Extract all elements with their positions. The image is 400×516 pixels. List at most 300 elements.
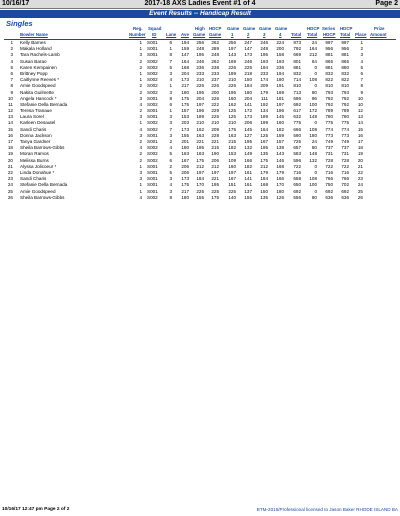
total-cell: 832 bbox=[293, 70, 301, 76]
bowler-name-cell: Susan Barao bbox=[20, 58, 47, 64]
series-hdcp-cell: 774 bbox=[325, 126, 333, 132]
lane-cell: 1 bbox=[169, 108, 172, 114]
total-header: Total bbox=[291, 32, 302, 37]
ave-cell: 157 bbox=[181, 108, 189, 114]
hdcp-game-cell: 206 bbox=[211, 157, 219, 163]
hdcp-game-cell: 262 bbox=[211, 58, 219, 64]
rank-cell: 15 bbox=[7, 126, 13, 132]
ave-cell: 164 bbox=[181, 58, 189, 64]
ave-cell: 201 bbox=[181, 139, 189, 144]
lane-cell: 4 bbox=[169, 77, 172, 83]
hdcp-total2-cell: 880 bbox=[341, 64, 349, 70]
hdcp-game-cell: 212 bbox=[211, 163, 219, 169]
place-cell: 1 bbox=[360, 40, 363, 45]
squad-cell: S001 bbox=[147, 188, 158, 194]
high-game-header: Game bbox=[193, 32, 206, 37]
game2-header: 2 bbox=[247, 32, 250, 37]
game1-cell: 153 bbox=[228, 151, 236, 157]
game1-cell: 195 bbox=[228, 89, 236, 95]
bowler-name-cell: Brittney Popp bbox=[20, 70, 48, 76]
total-cell: 801 bbox=[293, 58, 301, 64]
hdcp-total-cell: 0 bbox=[314, 163, 317, 169]
game4-cell: 143 bbox=[276, 151, 284, 157]
lane-cell: 1 bbox=[169, 83, 172, 89]
place-cell: 15 bbox=[357, 126, 363, 132]
rank-cell: 13 bbox=[7, 114, 13, 120]
rank-cell: 4 bbox=[10, 58, 13, 64]
game1-cell: 151 bbox=[228, 182, 236, 188]
bowler-name-cell: Alyssa Jolicoeur * bbox=[20, 163, 57, 169]
reg-number-cell: 1 bbox=[139, 70, 142, 76]
rank-cell: 25 bbox=[7, 188, 13, 194]
total-cell: 590 bbox=[293, 132, 301, 138]
high-game-cell: 195 bbox=[196, 52, 204, 58]
high-game-cell: 175 bbox=[196, 157, 204, 163]
game3-cell: 150 bbox=[260, 188, 268, 194]
hdcp-game-cell: 195 bbox=[211, 182, 219, 188]
place-cell: 13 bbox=[357, 114, 363, 120]
game4-cell: 191 bbox=[276, 83, 284, 89]
game3-cell: 174 bbox=[260, 77, 268, 83]
squad-cell: S001 bbox=[147, 132, 158, 138]
ave-cell: 203 bbox=[181, 120, 189, 126]
hdcp-total-cell: 100 bbox=[309, 182, 317, 188]
squad-cell: S001 bbox=[147, 108, 158, 114]
game3-cell: 184 bbox=[260, 176, 268, 182]
rank-cell: 16 bbox=[7, 132, 13, 138]
reg-number-cell: 2 bbox=[139, 83, 142, 89]
game4-cell: 224 bbox=[276, 40, 284, 45]
lane-cell: 7 bbox=[169, 58, 172, 64]
high-game-cell: 170 bbox=[196, 182, 204, 188]
game4-cell: 126 bbox=[276, 194, 284, 200]
game1-cell: 140 bbox=[228, 194, 236, 200]
series-hdcp-cell: 810 bbox=[325, 83, 333, 89]
game4-cell: 180 bbox=[276, 188, 284, 194]
rank-cell: 6 bbox=[10, 70, 13, 76]
reg-number-cell: 2 bbox=[139, 58, 142, 64]
hdcp-header-top: HDCP bbox=[209, 26, 222, 31]
high-game-cell: 162 bbox=[196, 126, 204, 132]
reg-number-cell: 4 bbox=[139, 101, 142, 107]
hdcp-game-cell: 229 bbox=[211, 108, 219, 114]
series-hdcp-cell: 956 bbox=[325, 46, 333, 52]
game3-cell: 175 bbox=[260, 157, 268, 163]
ave-cell: 147 bbox=[181, 52, 189, 58]
squad-cell: S002 bbox=[147, 157, 158, 163]
series-hdcp-cell: 775 bbox=[325, 120, 333, 126]
game2-cell: 141 bbox=[244, 101, 252, 107]
hdcp-game-cell: 225 bbox=[211, 188, 219, 194]
hdcp-game-cell: 200 bbox=[211, 89, 219, 95]
place-cell: 23 bbox=[357, 176, 363, 182]
game4-cell: 157 bbox=[276, 139, 284, 144]
series-hdcp-cell: 793 bbox=[325, 89, 333, 95]
game1-cell: 210 bbox=[228, 120, 236, 126]
total-cell: 657 bbox=[293, 145, 301, 151]
hdcp-total2-cell: 716 bbox=[341, 169, 349, 175]
hdcp-total-cell: 0 bbox=[314, 169, 317, 175]
reg-number-cell: 1 bbox=[139, 40, 142, 45]
bowler-name-cell: Moran Ramos bbox=[20, 151, 49, 157]
rank-cell: 1 bbox=[10, 40, 13, 45]
game2-cell: 180 bbox=[244, 89, 252, 95]
series-hdcp-cell: 728 bbox=[325, 157, 333, 163]
hdcp-total2-cell: 793 bbox=[341, 89, 349, 95]
game2-cell: 166 bbox=[244, 157, 252, 163]
total-cell: 714 bbox=[293, 77, 301, 83]
bowler-name-header: Bowler Name bbox=[20, 32, 48, 37]
series-hdcp-header: HDCP bbox=[323, 32, 336, 37]
place-cell: 19 bbox=[357, 151, 363, 157]
squad-cell: S002 bbox=[147, 194, 158, 200]
hdcp-total2-header: Total bbox=[340, 32, 351, 37]
hdcp-total-cell: 0 bbox=[314, 188, 317, 194]
squad-header-top: Squad bbox=[148, 26, 162, 31]
rank-cell: 24 bbox=[7, 182, 13, 188]
game3-cell: 246 bbox=[260, 40, 268, 45]
game2-cell: 173 bbox=[244, 52, 252, 58]
rank-cell: 18 bbox=[7, 145, 13, 151]
hdcp-game-cell: 233 bbox=[211, 70, 219, 76]
reg-number-cell: 4 bbox=[139, 126, 142, 132]
report-date: 10/16/17 bbox=[2, 0, 30, 7]
high-game-cell: 195 bbox=[196, 145, 204, 151]
bowler-name-cell: Melissa Burns bbox=[20, 157, 49, 163]
squad-id-header: ID bbox=[152, 32, 157, 37]
bowler-name-cell: Karen Kempainen bbox=[20, 64, 57, 70]
lane-cell: 5 bbox=[169, 64, 172, 70]
ave-cell: 175 bbox=[181, 95, 189, 101]
hdcp-total2-cell: 792 bbox=[341, 101, 349, 107]
squad-cell: S002 bbox=[147, 83, 158, 89]
game1-cell: 162 bbox=[228, 101, 236, 107]
high-game-cell: 196 bbox=[196, 108, 204, 114]
high-game-cell: 225 bbox=[196, 188, 204, 194]
total-cell: 658 bbox=[293, 176, 301, 182]
place-cell: 22 bbox=[357, 169, 363, 175]
bowler-name-cell: Tanya Gardner bbox=[20, 139, 51, 144]
high-game-cell: 236 bbox=[196, 64, 204, 70]
hdcp-game-cell: 221 bbox=[211, 139, 219, 144]
page-number: Page 2 bbox=[375, 0, 398, 7]
game2-cell: 218 bbox=[244, 70, 252, 76]
hdcp-game-cell: 228 bbox=[211, 132, 219, 138]
total-cell: 725 bbox=[293, 139, 301, 144]
game1-cell: 163 bbox=[228, 132, 236, 138]
hdcp-total-cell: 212 bbox=[309, 52, 317, 58]
lane-cell: 7 bbox=[169, 126, 172, 132]
squad-cell: S002 bbox=[147, 120, 158, 126]
game1-cell: 197 bbox=[228, 46, 236, 52]
game4-cell: 158 bbox=[276, 52, 284, 58]
game4-cell: 181 bbox=[276, 95, 284, 101]
game3-cell: 179 bbox=[260, 169, 268, 175]
hdcp-game-cell: 226 bbox=[211, 83, 219, 89]
total-cell: 583 bbox=[293, 151, 301, 157]
total-cell: 881 bbox=[293, 64, 301, 70]
high-game-cell: 189 bbox=[196, 114, 204, 120]
ave-cell: 163 bbox=[181, 151, 189, 157]
hdcp-total-cell: 172 bbox=[309, 108, 317, 114]
game3-cell: 195 bbox=[260, 145, 268, 151]
ave-cell: 206 bbox=[181, 169, 189, 175]
total-cell: 632 bbox=[293, 114, 301, 120]
game1-cell: 143 bbox=[228, 52, 236, 58]
game4-cell: 194 bbox=[276, 70, 284, 76]
game4-header-top: Game bbox=[275, 26, 288, 31]
rank-cell: 2 bbox=[10, 46, 13, 52]
rank-cell: 22 bbox=[7, 169, 13, 175]
hdcp-total2-cell: 775 bbox=[341, 120, 349, 126]
high-game-cell: 246 bbox=[196, 58, 204, 64]
place-cell: 2 bbox=[360, 46, 363, 52]
place-cell: 14 bbox=[357, 120, 363, 126]
lane-cell: 3 bbox=[169, 114, 172, 120]
squad-cell: S001 bbox=[147, 182, 158, 188]
reg-number-cell: 2 bbox=[139, 89, 142, 95]
rank-cell: 19 bbox=[7, 151, 13, 157]
lane-cell: 4 bbox=[169, 182, 172, 188]
place-cell: 8 bbox=[360, 83, 363, 89]
rank-cell: 9 bbox=[10, 89, 13, 95]
bowler-name-cell: Linda Donahue * bbox=[20, 169, 55, 175]
high-game-cell: 248 bbox=[196, 46, 204, 52]
bowler-name-cell: Stefanie Della Bernada bbox=[20, 182, 68, 188]
lane-cell: 8 bbox=[169, 95, 172, 101]
series-hdcp-cell: 766 bbox=[325, 176, 333, 182]
squad-cell: S002 bbox=[147, 126, 158, 132]
place-cell: 21 bbox=[357, 163, 363, 169]
squad-cell: S001 bbox=[147, 176, 158, 182]
hdcp-total2-cell: 692 bbox=[341, 188, 349, 194]
squad-cell: S002 bbox=[147, 151, 158, 157]
series-hdcp-cell: 997 bbox=[325, 40, 333, 45]
total-cell: 669 bbox=[293, 52, 301, 58]
ave-cell: 168 bbox=[181, 64, 189, 70]
squad-cell: S002 bbox=[147, 77, 158, 83]
game3-cell: 193 bbox=[260, 58, 268, 64]
ave-cell: 175 bbox=[181, 182, 189, 188]
lane-cell: 1 bbox=[169, 46, 172, 52]
lane-cell: 8 bbox=[169, 194, 172, 200]
squad-cell: S002 bbox=[147, 89, 158, 95]
section-title: Singles bbox=[6, 19, 33, 28]
place-cell: 6 bbox=[360, 70, 363, 76]
rank-cell: 11 bbox=[8, 101, 13, 107]
lane-cell: 3 bbox=[169, 70, 172, 76]
game4-cell: 236 bbox=[276, 64, 284, 70]
total-cell: 775 bbox=[293, 120, 301, 126]
hdcp-game-cell: 175 bbox=[211, 194, 219, 200]
total-cell: 596 bbox=[293, 157, 301, 163]
squad-cell: S002 bbox=[147, 145, 158, 151]
place-cell: 7 bbox=[360, 77, 363, 83]
lane-cell: 6 bbox=[169, 101, 172, 107]
lane-header: Lane bbox=[166, 32, 177, 37]
reg-number-cell: 3 bbox=[139, 52, 142, 58]
game3-cell: 199 bbox=[260, 120, 268, 126]
hdcp-game-cell: 210 bbox=[211, 120, 219, 126]
game4-cell: 145 bbox=[276, 114, 284, 120]
place-cell: 12 bbox=[357, 108, 363, 114]
hdcp-total-cell: 148 bbox=[309, 151, 317, 157]
high-game-cell: 195 bbox=[196, 89, 204, 95]
hdcp-total-cell: 164 bbox=[309, 46, 317, 52]
lane-cell: 3 bbox=[169, 89, 172, 95]
bowler-name-cell: Teresa Tranaue bbox=[20, 108, 52, 114]
game2-cell: 184 bbox=[244, 83, 252, 89]
game3-cell: 212 bbox=[260, 163, 268, 169]
total-cell: 666 bbox=[293, 126, 301, 132]
lane-cell: 6 bbox=[169, 40, 172, 45]
reg-number-cell: 1 bbox=[139, 188, 142, 194]
hdcp-total-cell: 108 bbox=[309, 126, 317, 132]
reg-number-cell: 1 bbox=[139, 77, 142, 83]
game4-cell: 179 bbox=[276, 169, 284, 175]
place-cell: 9 bbox=[360, 89, 363, 95]
bowler-name-cell: Caitlynne Reeves * bbox=[20, 77, 60, 83]
rank-cell: 5 bbox=[10, 64, 13, 70]
game3-header-top: Game bbox=[259, 26, 272, 31]
high-game-cell: 221 bbox=[196, 139, 204, 144]
lane-cell: 3 bbox=[169, 120, 172, 126]
reg-number-cell: 2 bbox=[139, 151, 142, 157]
game4-cell: 159 bbox=[276, 132, 284, 138]
squad-cell: S001 bbox=[147, 114, 158, 120]
high-header-top: High bbox=[195, 26, 205, 31]
hdcp-game-cell: 238 bbox=[211, 64, 219, 70]
game1-cell: 189 bbox=[228, 70, 236, 76]
hdcp-game-cell: 237 bbox=[211, 77, 219, 83]
hdcp-total2-cell: 881 bbox=[341, 52, 349, 58]
game2-cell: 173 bbox=[244, 114, 252, 120]
ave-cell: 217 bbox=[181, 188, 189, 194]
hdcp-total2-cell: 722 bbox=[341, 163, 349, 169]
game4-cell: 197 bbox=[276, 101, 284, 107]
place-cell: 26 bbox=[357, 194, 363, 200]
game2-cell: 182 bbox=[244, 163, 252, 169]
series-hdcp-cell: 881 bbox=[325, 64, 333, 70]
game4-cell: 169 bbox=[276, 89, 284, 95]
game2-cell: 161 bbox=[244, 182, 252, 188]
game2-cell: 225 bbox=[244, 64, 252, 70]
hdcp-game-cell: 215 bbox=[211, 145, 219, 151]
hdcp-total-cell: 0 bbox=[314, 70, 317, 76]
series-hdcp-cell: 792 bbox=[325, 101, 333, 107]
total-cell: 650 bbox=[293, 182, 301, 188]
hdcp-total2-cell: 780 bbox=[341, 114, 349, 120]
squad-cell: S001 bbox=[147, 52, 158, 58]
rank-cell: 21 bbox=[7, 163, 13, 169]
hdcp-total-cell: 64 bbox=[311, 58, 317, 64]
rank-cell: 8 bbox=[10, 83, 13, 89]
reg-number-cell: 2 bbox=[139, 139, 142, 144]
hdcp-total2-cell: 728 bbox=[341, 157, 349, 163]
game1-header: 1 bbox=[231, 32, 234, 37]
total-cell: 973 bbox=[293, 40, 301, 45]
hdcp-total2-cell: 749 bbox=[341, 139, 349, 144]
hdcp-total2-cell: 997 bbox=[341, 40, 349, 45]
reg-number-cell: 3 bbox=[139, 169, 142, 175]
reg-number-cell: 2 bbox=[139, 157, 142, 163]
high-game-cell: 226 bbox=[196, 83, 204, 89]
game1-cell: 175 bbox=[228, 126, 236, 132]
hdcp-total-header: Total bbox=[307, 32, 318, 37]
series-hdcp-cell: 792 bbox=[325, 95, 333, 101]
high-game-cell: 210 bbox=[196, 77, 204, 83]
game3-cell: 111 bbox=[261, 95, 268, 101]
place-header: Place bbox=[355, 32, 367, 37]
hdcp-total-cell: 0 bbox=[314, 64, 317, 70]
game3-cell: 135 bbox=[260, 151, 268, 157]
hdcp-total-cell: 80 bbox=[311, 194, 317, 200]
series-hdcp-cell: 737 bbox=[325, 145, 333, 151]
ave-header: Ave bbox=[181, 32, 189, 37]
ave-cell: 173 bbox=[181, 77, 189, 83]
hdcp-total-cell: 108 bbox=[309, 77, 317, 83]
game4-cell: 146 bbox=[276, 157, 284, 163]
game2-cell: 132 bbox=[244, 145, 252, 151]
hdcp-game-cell: 226 bbox=[211, 95, 219, 101]
game3-cell: 134 bbox=[260, 108, 268, 114]
squad-cell: S001 bbox=[147, 95, 158, 101]
game2-cell: 161 bbox=[244, 169, 252, 175]
hdcp-game-header: Game bbox=[209, 32, 222, 37]
total-cell: 792 bbox=[293, 46, 301, 52]
place-cell: 25 bbox=[357, 188, 363, 194]
ave-cell: 159 bbox=[181, 46, 189, 52]
reg-number-cell: 4 bbox=[139, 194, 142, 200]
game1-cell: 215 bbox=[228, 139, 236, 144]
total-cell: 692 bbox=[293, 101, 301, 107]
hdcp-game-cell: 289 bbox=[211, 46, 219, 52]
bowler-name-cell: Sheila Barrows-Gibbs bbox=[20, 145, 65, 151]
high-game-cell: 155 bbox=[196, 194, 204, 200]
game4-cell: 170 bbox=[276, 182, 284, 188]
game4-cell: 166 bbox=[276, 176, 284, 182]
total-cell: 696 bbox=[293, 95, 301, 101]
place-cell: 4 bbox=[360, 58, 363, 64]
high-game-cell: 212 bbox=[196, 163, 204, 169]
hdcp-total2-cell: 865 bbox=[341, 58, 349, 64]
game1-cell: 169 bbox=[228, 58, 236, 64]
game2-cell: 204 bbox=[244, 95, 252, 101]
bowler-name-cell: Nakita Guilmette bbox=[20, 89, 54, 95]
game4-cell: 160 bbox=[276, 120, 284, 126]
prize-header-top: Prize bbox=[374, 26, 385, 31]
prize-amount-header: Amount bbox=[370, 32, 387, 37]
game1-cell: 210 bbox=[228, 77, 236, 83]
rank-cell: 3 bbox=[10, 52, 13, 58]
hdcp-total2-cell: 773 bbox=[341, 132, 349, 138]
bowler-name-cell: Sandi Charis bbox=[20, 126, 47, 132]
high-game-cell: 210 bbox=[196, 120, 204, 126]
ave-cell: 155 bbox=[181, 132, 189, 138]
ave-cell: 180 bbox=[181, 145, 189, 151]
lane-cell: 6 bbox=[169, 157, 172, 163]
reg-number-cell: 3 bbox=[139, 176, 142, 182]
high-game-cell: 256 bbox=[196, 40, 204, 45]
series-hdcp-cell: 731 bbox=[325, 151, 333, 157]
place-cell: 20 bbox=[357, 157, 363, 163]
rank-cell: 10 bbox=[7, 95, 13, 101]
series-hdcp-cell: 692 bbox=[325, 188, 333, 194]
game3-cell: 189 bbox=[260, 114, 268, 120]
place-cell: 3 bbox=[360, 52, 363, 58]
game3-cell: 248 bbox=[260, 46, 268, 52]
squad-cell: S002 bbox=[147, 70, 158, 76]
